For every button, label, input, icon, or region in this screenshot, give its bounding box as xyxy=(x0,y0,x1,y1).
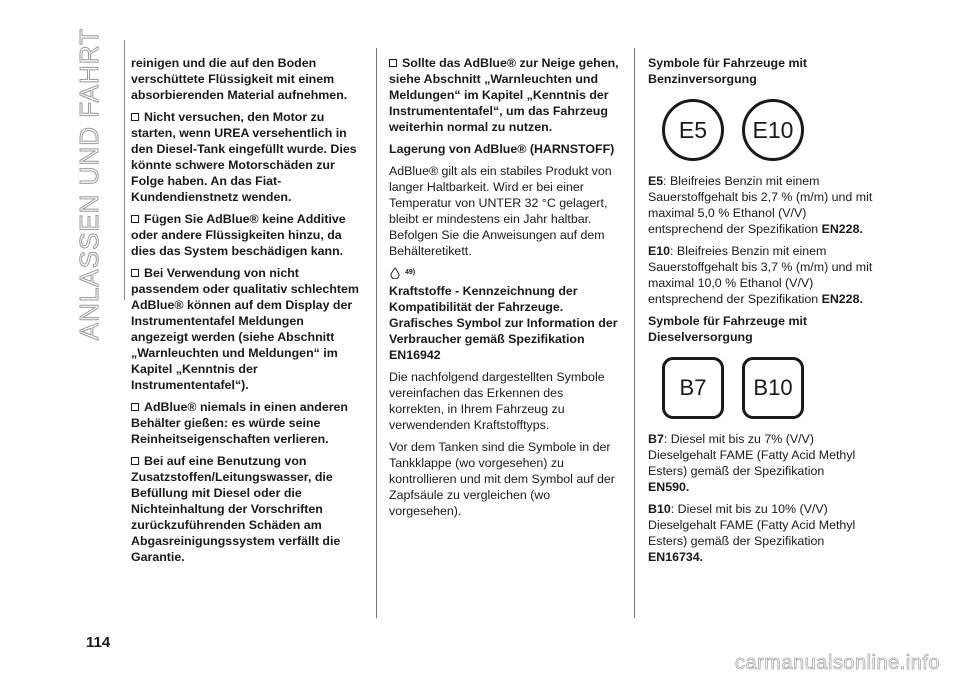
drop-warning-icon xyxy=(389,267,401,279)
col1-item: Bei Verwendung von nicht passendem oder qualitativ schlechtem AdBlue® können auf dem Display der Instrumententafel Meldungen angezeigt werden (siehe Abschnitt „Warnleuchten und Meldungen“ im Kapitel „Kenntnis der Instrumententafel“). xyxy=(131,266,359,392)
col1-item: Fügen Sie AdBlue® keine Additive oder andere Flüssigkeiten hinzu, da dies das System beschädigen kann. xyxy=(131,212,346,258)
footnote-number: 49) xyxy=(405,269,416,276)
checkbox-icon xyxy=(131,269,139,277)
e5-fuel-icon: E5 xyxy=(662,99,724,161)
checkbox-icon xyxy=(131,215,139,223)
column-3 xyxy=(648,55,883,571)
col1-intro: reinigen und die auf den Boden verschüttete Flüssigkeit mit einem absorbierenden Material aufnehmen. xyxy=(131,56,348,102)
fuels-heading: Kraftstoffe - Kennzeichnung der Kompatibilität der Fahrzeuge. Grafisches Symbol zur Information der Verbraucher gemäß Spezifikation EN16942 xyxy=(389,284,618,362)
section-title-text: ANLASSEN UND FAHRT xyxy=(73,27,104,340)
storage-heading: Lagerung von AdBlue® (HARNSTOFF) xyxy=(389,142,615,156)
checkbox-icon xyxy=(131,403,139,411)
column-divider xyxy=(634,48,635,618)
b7-fuel-icon: B7 xyxy=(662,357,724,419)
section-title-rule xyxy=(124,40,125,300)
e5-description: E5: Bleifreies Benzin mit einem Sauerstoffgehalt bis 2,7 % (m/m) und mit maximal 5,0 % Ethanol (V/V) entsprechend der Spezifikation EN228. xyxy=(648,174,873,236)
storage-text: AdBlue® gilt als ein stabiles Produkt von langer Haltbarkeit. Wird er bei einer Temperatur von UNTER 32 °C gelagert, bleibt er mindestens ein Jahr haltbar. Befolgen Sie die Anweisungen auf dem Behälteretikett. xyxy=(389,164,612,258)
fuels-text-2: Vor dem Tanken sind die Symbole in der Tankklappe (wo vorgesehen) zu kontrollieren und mit dem Symbol auf der Zapfsäule zu vergleichen (wo vorgesehen). xyxy=(389,440,615,518)
b7-description: B7: Diesel mit bis zu 7% (V/V) Dieselgehalt FAME (Fatty Acid Methyl Esters) gemäß der Spezifikation EN590. xyxy=(648,432,856,494)
petrol-heading: Symbole für Fahrzeuge mit Benzinversorgung xyxy=(648,56,808,86)
col1-item: AdBlue® niemals in einen anderen Behälter gießen: es würde seine Reinheitseigenschaften verlieren. xyxy=(131,400,348,446)
col1-item: Nicht versuchen, den Motor zu starten, wenn UREA versehentlich in den Diesel-Tank eingefüllt wurde. Dies könnte schwere Motorschäden zur Folge haben. An das Fiat-Kundendienstnetz wenden. xyxy=(131,110,357,204)
footnote-reference xyxy=(389,265,621,281)
column-1 xyxy=(131,55,363,571)
diesel-icons xyxy=(662,357,883,419)
col1-item: Bei auf eine Benutzung von Zusatzstoffen/Leitungswasser, die Befüllung mit Diesel oder die Nichteinhaltung der Vorschriften zurückzuführenden Schäden am Abgasreinigungssystem verfällt die Garantie. xyxy=(131,454,341,564)
checkbox-icon xyxy=(131,113,139,121)
diesel-heading: Symbole für Fahrzeuge mit Dieselversorgung xyxy=(648,314,808,344)
fuels-text-1: Die nachfolgend dargestellten Symbole vereinfachen das Erkennen des korrekten, in Ihrem Fahrzeug zu verwendenden Kraftstofftyps. xyxy=(389,370,605,432)
e10-description: E10: Bleifreies Benzin mit einem Sauerstoffgehalt bis 3,7 % (m/m) und mit maximal 10,0 % Ethanol (V/V) entsprechend der Spezifikation EN228. xyxy=(648,244,873,306)
watermark: carmanualsonline.info xyxy=(734,652,940,674)
section-title xyxy=(60,27,118,340)
b10-description: B10: Diesel mit bis zu 10% (V/V) Dieselgehalt FAME (Fatty Acid Methyl Esters) gemäß der Spezifikation EN16734. xyxy=(648,502,856,564)
column-divider xyxy=(376,48,377,618)
e10-fuel-icon: E10 xyxy=(742,99,804,161)
page-number: 114 xyxy=(86,634,111,651)
col2-item: Sollte das AdBlue® zur Neige gehen, siehe Abschnitt „Warnleuchten und Meldungen“ im Kapitel „Kenntnis der Instrumententafel“, um das Fahrzeug weiterhin normal zu nutzen. xyxy=(389,56,619,134)
checkbox-icon xyxy=(389,59,397,67)
b10-fuel-icon: B10 xyxy=(742,357,804,419)
checkbox-icon xyxy=(131,457,139,465)
petrol-icons xyxy=(662,99,883,161)
column-2 xyxy=(389,55,621,525)
